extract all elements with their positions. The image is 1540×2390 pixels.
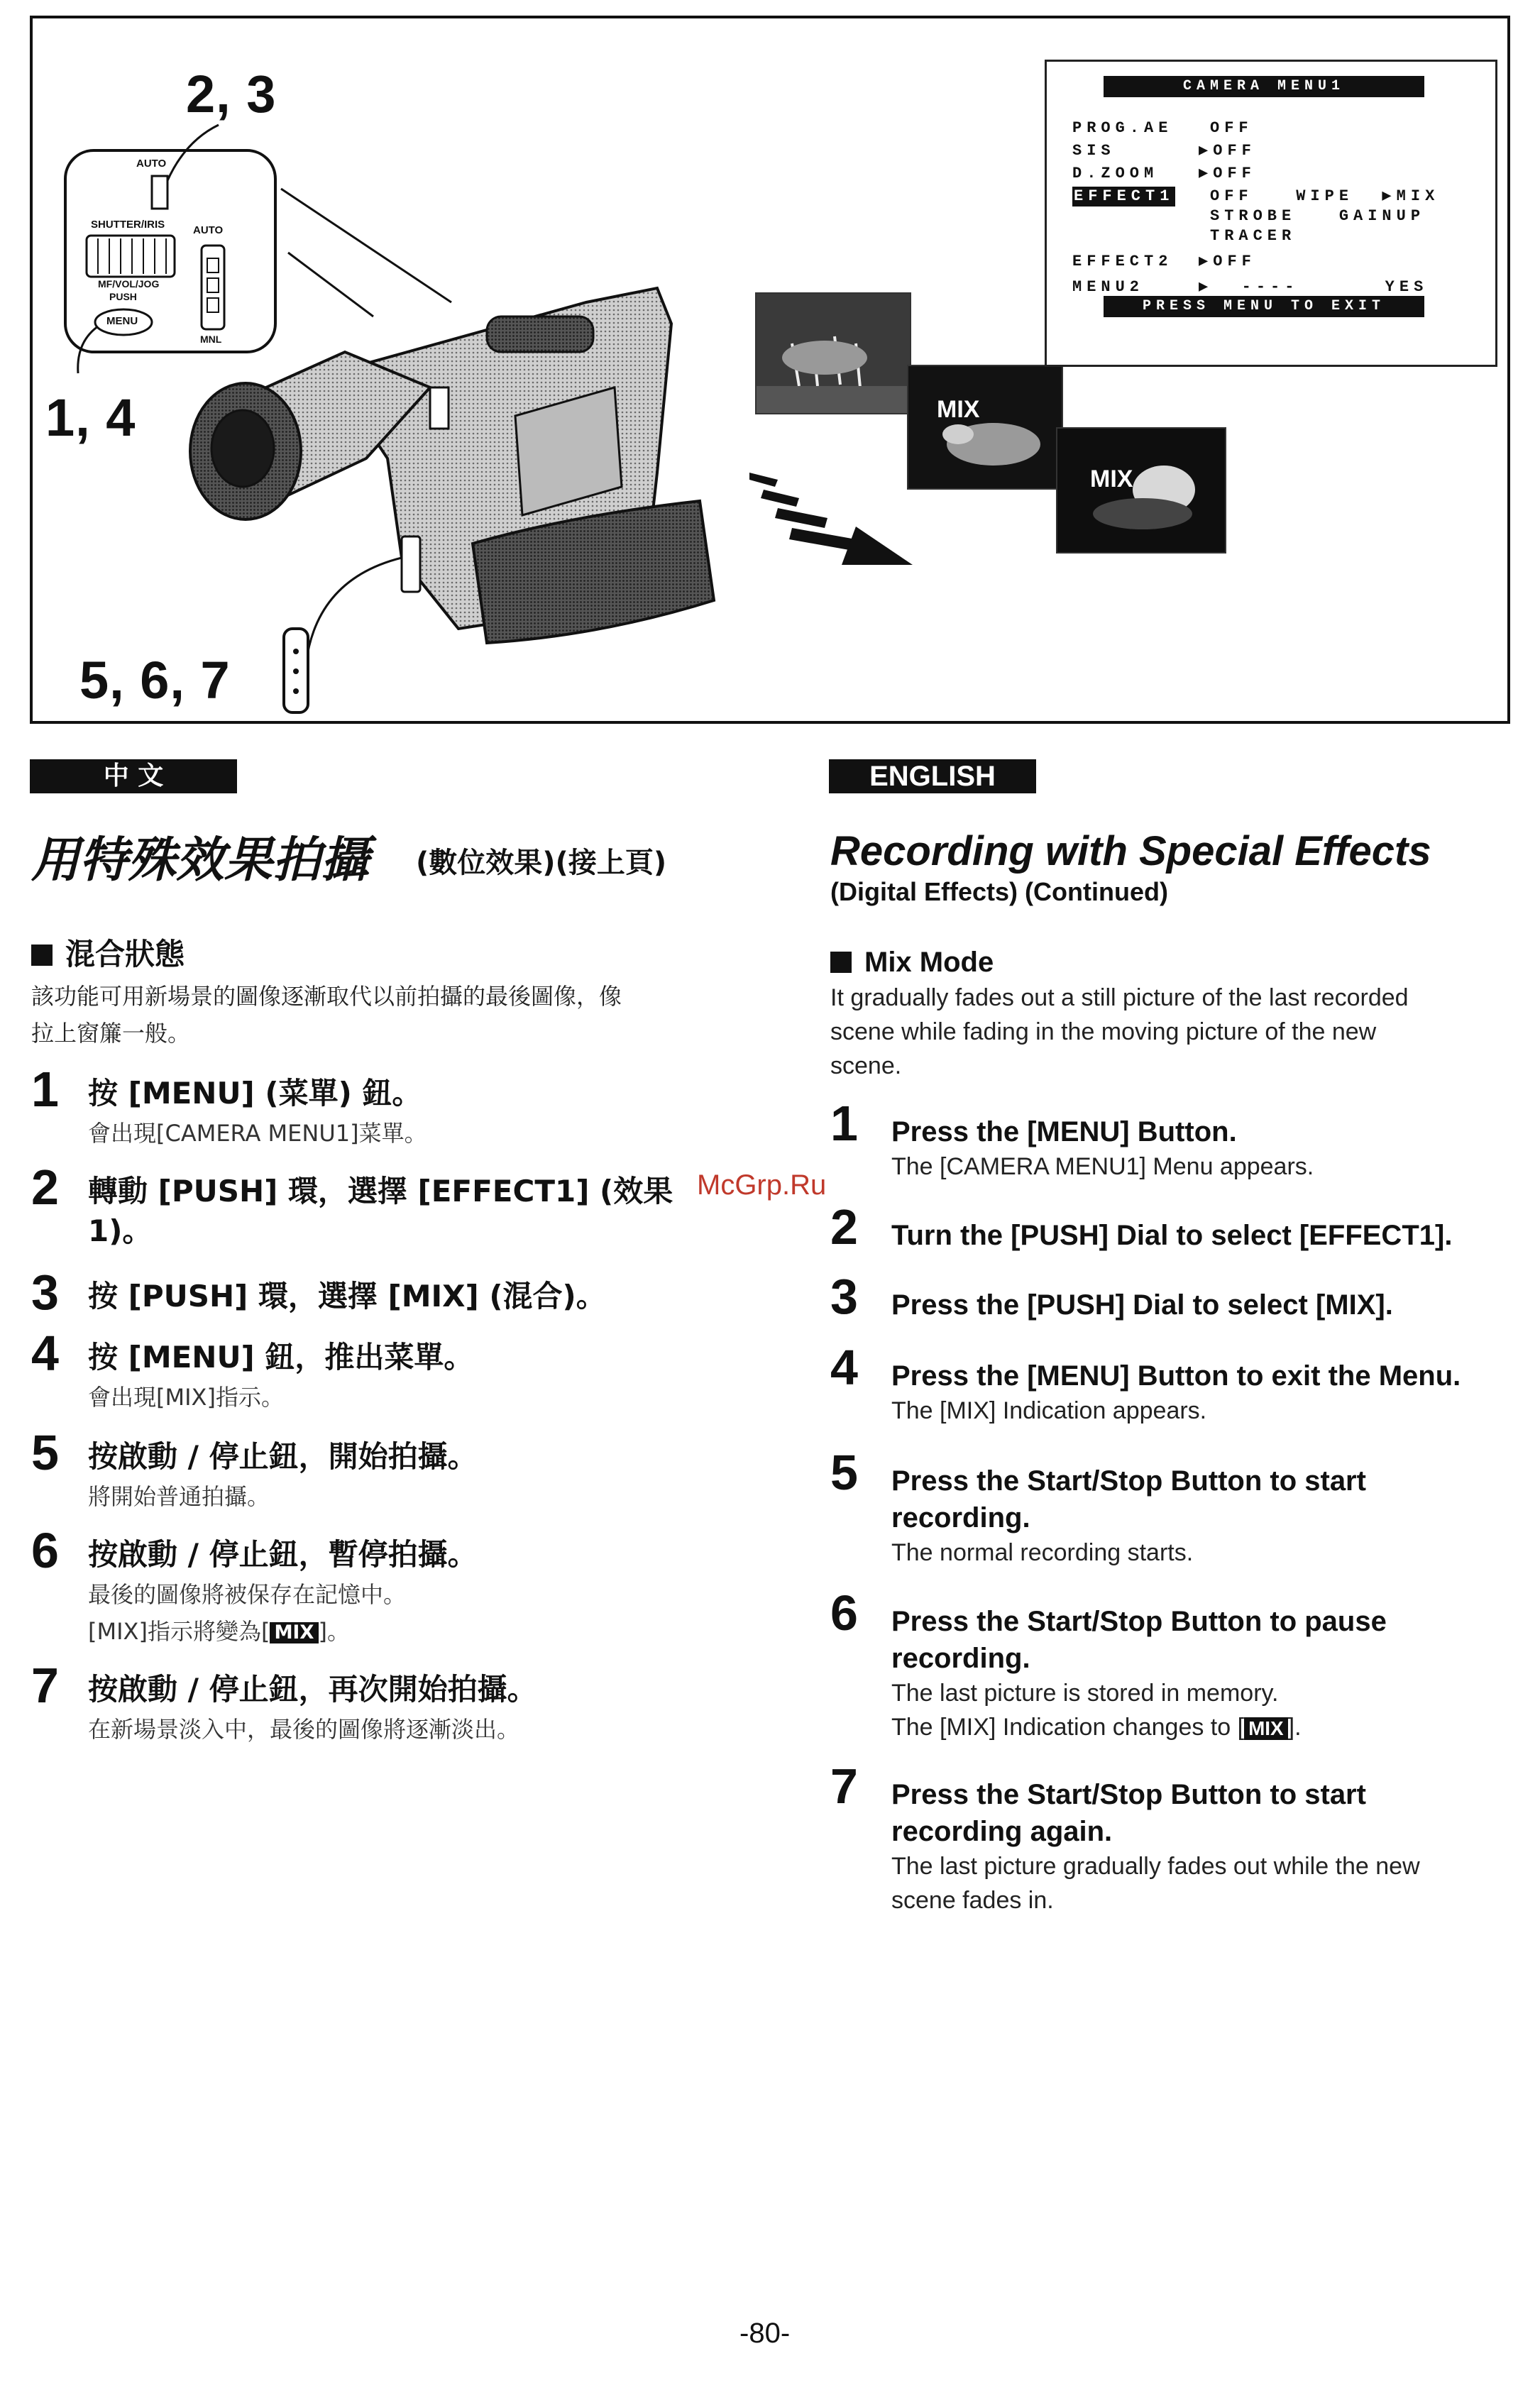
menu-title-bar: CAMERA MENU1 [1104, 76, 1424, 97]
chinese-subtitle: (數位效果)(接上頁) [416, 847, 667, 879]
menu-row-effect1-options-3: TRACER [1210, 227, 1297, 245]
screen-mix-label-1: MIX [937, 396, 980, 423]
mix-indicator-badge: MIX [270, 1622, 318, 1643]
english-step-6-badge-line: The [MIX] Indication changes to [ MIX ]. [891, 1714, 1302, 1741]
menu-row-menu2: MENU2 ▶ ---- YES [1072, 278, 1429, 296]
menu-footer-bar: PRESS MENU TO EXIT [1104, 296, 1424, 317]
english-mode-heading: Mix Mode [830, 947, 994, 979]
english-intro: It gradually fades out a still picture of the last recorded scene while fading in the moving picture of the new scene. [830, 984, 1409, 1079]
menu-row-prog-ae: PROG.AE OFF [1072, 119, 1253, 137]
callout-2-3: 2, 3 [186, 65, 277, 123]
menu-row-effect1-options-2: STROBE GAINUP [1210, 207, 1426, 225]
label-auto-top: AUTO [136, 158, 167, 170]
callout-1-4: 1, 4 [45, 388, 136, 447]
watermark: McGrp.Ru [697, 1169, 827, 1201]
menu-row-effect2: EFFECT2 ▶OFF [1072, 253, 1256, 270]
screen-mix-1 [907, 365, 1063, 490]
camera-menu-panel [1045, 60, 1497, 367]
screen-mix-2 [1056, 427, 1226, 554]
chinese-title: 用特殊效果拍攝 [31, 832, 370, 888]
mix-indicator-badge: MIX [1244, 1717, 1288, 1740]
label-push: PUSH [109, 291, 137, 302]
menu-row-effect1: EFFECT1 OFF WIPE ▶MIX [1074, 187, 1440, 205]
section-label-english: ENGLISH [829, 759, 1036, 793]
callout-5-6-7: 5, 6, 7 [79, 651, 231, 710]
chinese-mode-heading: 混合狀態 [31, 931, 185, 974]
screen-mix-label-2: MIX [1090, 466, 1133, 492]
screen-before [755, 292, 911, 414]
label-menu-button: MENU [106, 315, 138, 327]
transition-arrow-icon [749, 458, 927, 579]
menu-row-d-zoom: D.ZOOM ▶OFF [1072, 165, 1256, 182]
label-mnl: MNL [200, 334, 222, 345]
chinese-step-6-badge-line: [MIX]指示將變為[ MIX ]。 [88, 1618, 351, 1645]
chinese-intro: 該功能可用新場景的圖像逐漸取代以前拍攝的最後圖像，像 拉上窗簾一般。 [31, 983, 622, 1047]
english-title: Recording with Special Effects [830, 828, 1431, 874]
english-subtitle: (Digital Effects) (Continued) [830, 877, 1168, 906]
section-label-chinese: 中 文 [30, 759, 237, 793]
illustration-frame [30, 16, 1510, 724]
label-auto-side: AUTO [193, 224, 224, 236]
label-shutter-iris: SHUTTER/IRIS [91, 219, 165, 231]
menu-row-sis: SIS ▶OFF [1072, 142, 1256, 160]
camcorder-illustration [33, 18, 771, 721]
page-number: -80- [739, 2318, 791, 2349]
label-mf-vol-jog: MF/VOL/JOG [98, 278, 160, 290]
